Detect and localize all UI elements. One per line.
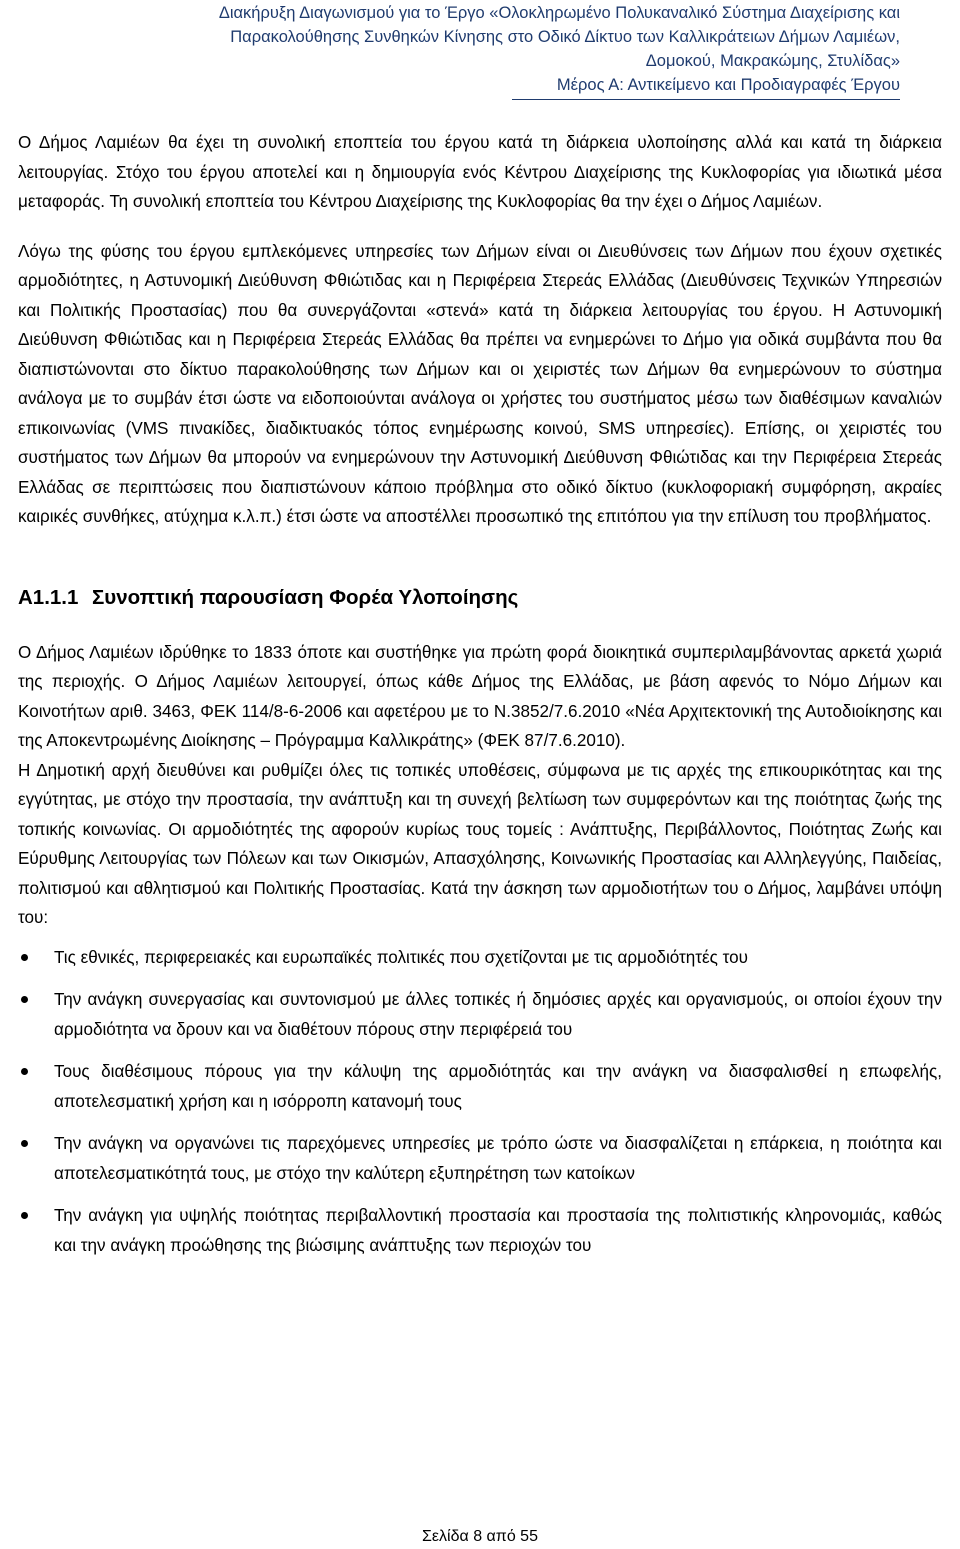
- list-item: [18, 943, 942, 973]
- header-line: Διακήρυξη Διαγωνισμού για το Έργο «Ολοκληρωμένο Πολυκαναλικό Σύστημα Διαχείρισης και: [218, 4, 900, 22]
- list-item: [18, 1201, 942, 1260]
- section-heading: [18, 584, 942, 612]
- list-item-text: Τους διαθέσιμους πόρους για την κάλυψη της αρμοδιότητάς και την ανάγκη να διασφαλισθεί η επωφελής, αποτελεσματική χρήση και η ισόρροπη κατανομή τους: [54, 1062, 942, 1111]
- bullet-icon: [21, 1068, 28, 1075]
- header-line: Μέρος Α: Αντικείμενο και Προδιαγραφές Έργου: [556, 76, 900, 94]
- list-item: [18, 985, 942, 1044]
- list-item: [18, 1057, 942, 1116]
- bullet-icon: [21, 1212, 28, 1219]
- list-item: [18, 1129, 942, 1188]
- bullet-icon: [21, 1140, 28, 1147]
- list-item-text: Την ανάγκη για υψηλής ποιότητας περιβαλλοντική προστασία και προστασία της πολιτιστικής κληρονομιάς, καθώς και την ανάγκη προώθησης της βιώσιμης ανάπτυξης των περιοχών του: [54, 1206, 942, 1255]
- list-item-text: Την ανάγκη να οργανώνει τις παρεχόμενες υπηρεσίες με τρόπο ώστε να διασφαλίζεται η επάρκεια, η ποιότητα και αποτελεσματικότητά τους, με στόχο την καλύτερη εξυπηρέτηση των κατοίκων: [54, 1134, 942, 1183]
- bullet-list: [18, 943, 942, 1261]
- list-item-text: Την ανάγκη συνεργασίας και συντονισμού με άλλες τοπικές ή δημόσιες αρχές και οργανισμούς, οι οποίοι έχουν την αρμοδιότητα να δρουν και να διαθέτουν πόρους στην περιφέρειά του: [54, 990, 942, 1039]
- header-line: Δομοκού, Μακρακώμης, Στυλίδας»: [645, 52, 900, 70]
- body-paragraph: Η Δημοτική αρχή διευθύνει και ρυθμίζει όλες τις τοπικές υποθέσεις, σύμφωνα με τις αρχές της επικουρικότητας και της εγγύτητας, με στόχο την προστασία, την ανάπτυξη και τη συνεχή βελτίωση των συμφερόντων και της ποιότητας ζωής της τοπικής κοινωνίας. Οι αρμοδιότητές της αφορούν κυρίως τους τομείς : Ανάπτυξης, Περιβάλλοντος, Ποιότητας Ζωής και Εύρυθμης Λειτουργίας των Πόλεων και των Οικισμών, Απασχόλησης, Κοινωνικής Προστασίας και Αλληλεγγύης, Παιδείας, πολιτισμού και αθλητισμού και Πολιτικής Προστασίας. Κατά την άσκηση των αρμοδιοτήτων του ο Δήμος, λαμβάνει υπόψη του:: [18, 760, 942, 927]
- bullet-icon: [21, 996, 28, 1003]
- body-paragraph: Ο Δήμος Λαμιέων θα έχει τη συνολική εποπτεία του έργου κατά τη διάρκεια υλοποίησης αλλά και κατά τη διάρκεια λειτουργίας. Στόχο του έργου αποτελεί και η δημιουργία ενός Κέντρου Διαχείρισης της Κυκλοφορίας για ιδιωτικά μέσα μεταφοράς. Τη συνολική εποπτεία του Κέντρου Διαχείρισης της Κυκλοφορίας θα την έχει ο Δήμος Λαμιέων.: [18, 133, 942, 211]
- bullet-icon: [21, 954, 28, 961]
- section-title: Συνοπτική παρουσίαση Φορέα Υλοποίησης: [92, 585, 519, 609]
- page-number: Σελίδα 8 από 55: [422, 1528, 538, 1545]
- document-body: [18, 128, 942, 1273]
- document-header: [0, 0, 900, 97]
- body-paragraph: Ο Δήμος Λαμιέων ιδρύθηκε το 1833 όποτε και συστήθηκε για πρώτη φορά διοικητικά συμπεριλαμβάνοντας αρκετά χωριά της περιοχής. Ο Δήμος Λαμιέων λειτουργεί, όπως κάθε Δήμος της Ελλάδας, με βάση αφενός το Νόμο Δήμων και Κοινοτήτων αριθ. 3463, ΦΕΚ 114/8-6-2006 και αφετέρου με το Ν.3852/7.6.2010 «Νέα Αρχιτεκτονική της Αυτοδιοίκησης και της Αποκεντρωμένης Διοίκησης – Πρόγραμμα Καλλικράτης» (ΦΕΚ 87/7.6.2010).: [18, 642, 942, 750]
- header-line: Παρακολούθησης Συνθηκών Κίνησης στο Οδικό Δίκτυο των Καλλικράτειων Δήμων Λαμιέων,: [230, 28, 900, 46]
- section-number: Α1.1.1: [18, 585, 79, 609]
- list-item-text: Τις εθνικές, περιφερειακές και ευρωπαϊκές πολιτικές που σχετίζονται με τις αρμοδιότητές του: [54, 947, 749, 967]
- body-paragraph: Λόγω της φύσης του έργου εμπλεκόμενες υπηρεσίες των Δήμων είναι οι Διευθύνσεις των Δήμων που έχουν σχετικές αρμοδιότητες, η Αστυνομική Διεύθυνση Φθιώτιδας και η Περιφέρεια Στερεάς Ελλάδας (Διευθύνσεις Τεχνικών Υπηρεσιών και Πολιτικής Προστασίας) που θα συνεργάζονται «στενά» κατά τη διάρκεια λειτουργίας του έργου. Η Αστυνομική Διεύθυνση Φθιώτιδας και η Περιφέρεια Στερεάς Ελλάδας θα πρέπει να ενημερώνει το Δήμο για οδικά συμβάντα που θα διαπιστώνονται στο δίκτυο παρακολούθησης των Δήμων και οι χειριστές των Δήμων θα ενημερώνουν το σύστημα ανάλογα με το συμβάν έτσι ώστε να ειδοποιούνται ανάλογα οι χρήστες του συστήματος μέσω των διαθέσιμων καναλιών επικοινωνίας (VMS πινακίδες, διαδικτυακός τόπος ενημέρωσης κοινού, SMS υπηρεσίες). Επίσης, οι χειριστές του συστήματος των Δήμων θα μπορούν να ενημερώνουν την Αστυνομική Διεύθυνση Φθιώτιδας και την Περιφέρεια Στερεάς Ελλάδας σε περιπτώσεις που διαπιστώνουν κάποιο πρόβλημα στο οδικό δίκτυο (κυκλοφοριακή συμφόρηση, ακραίες καιρικές συνθήκες, ατύχημα κ.λ.π.) έτσι ώστε να αποστέλλει προσωπικό της επιτόπου για την επίλυση του προβλήματος.: [18, 241, 942, 526]
- header-divider: [512, 99, 900, 100]
